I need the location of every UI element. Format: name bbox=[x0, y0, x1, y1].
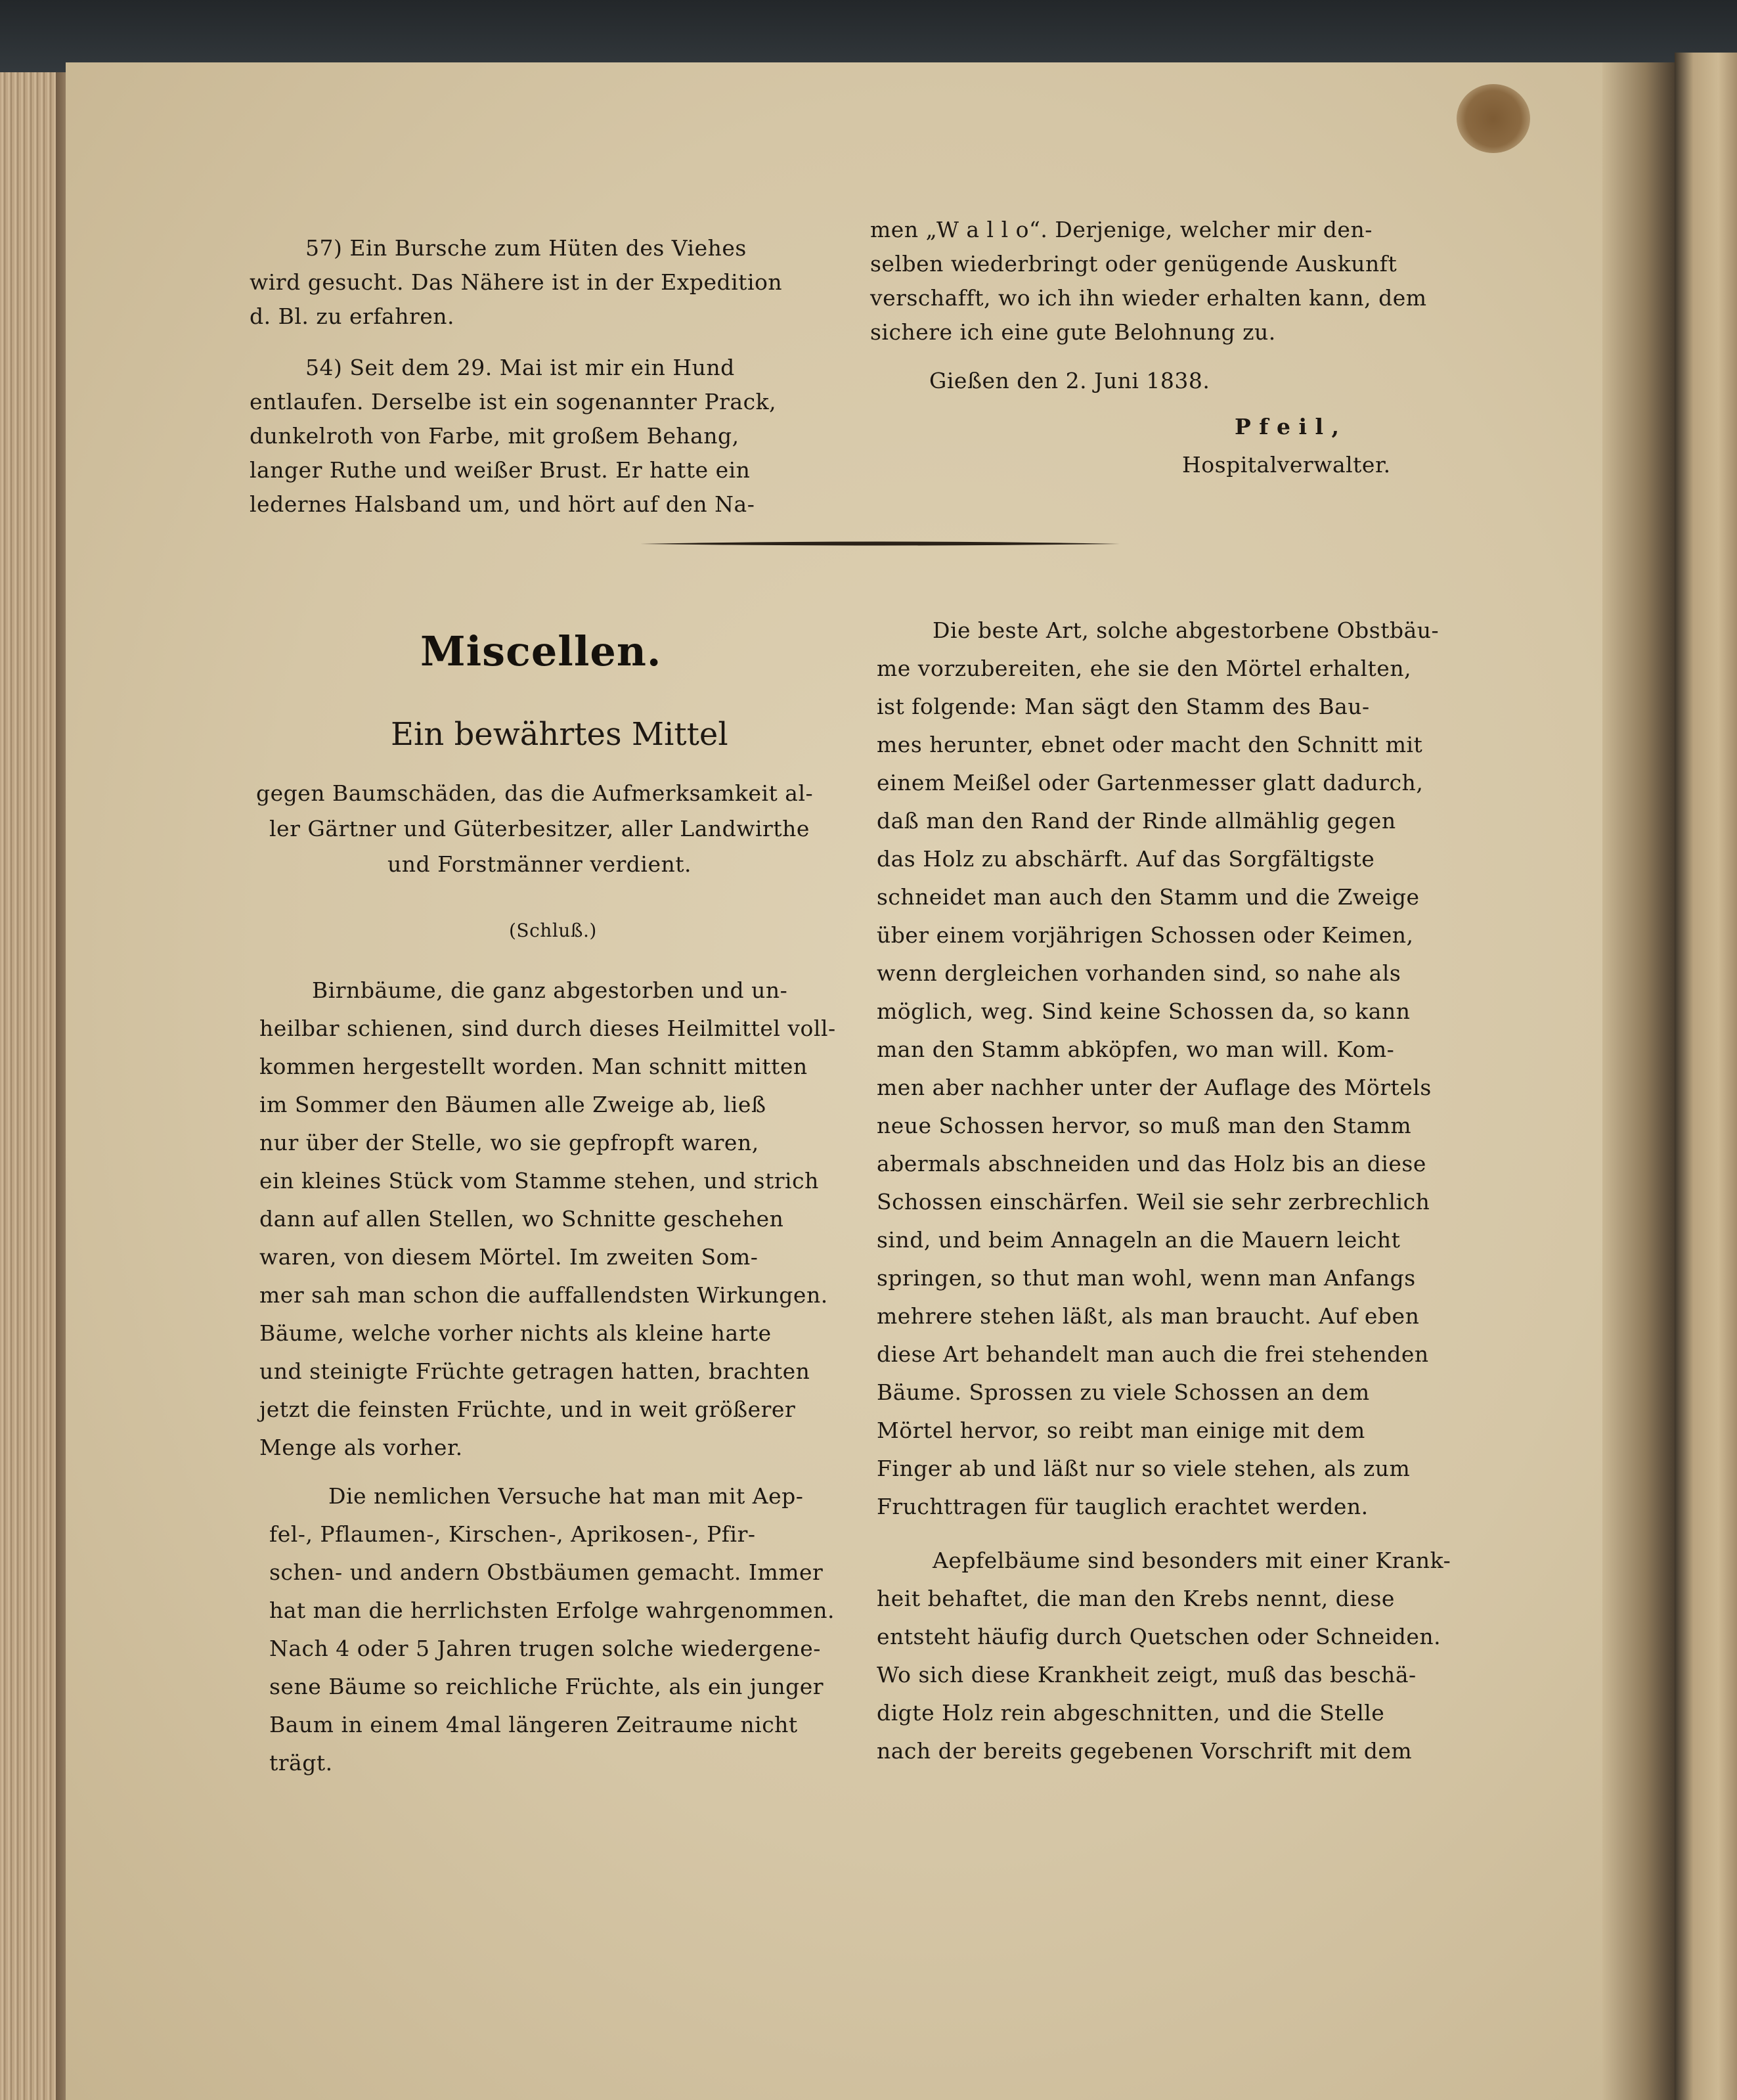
article-line: mer sah man schon die auffallendsten Wirkungen. bbox=[259, 1282, 828, 1308]
article-line: Nach 4 oder 5 Jahren trugen solche wiedergene- bbox=[269, 1636, 821, 1661]
article-line: Fruchttragen für tauglich erachtet werden. bbox=[877, 1494, 1369, 1519]
article-line: men aber nachher unter der Auflage des Mörtels bbox=[877, 1075, 1432, 1100]
article-line: mehrere stehen läßt, als man braucht. Auf eben bbox=[877, 1303, 1420, 1329]
article-line: daß man den Rand der Rinde allmählig gegen bbox=[877, 808, 1396, 834]
article-line: waren, von diesem Mörtel. Im zweiten Som- bbox=[259, 1244, 759, 1270]
facing-page-edge bbox=[1675, 53, 1737, 2100]
ad54-date: Gießen den 2. Juni 1838. bbox=[929, 368, 1210, 393]
ad54-line: entlaufen. Derselbe ist ein sogenannter Prack, bbox=[250, 389, 777, 414]
article-line: abermals abschneiden und das Holz bis an diese bbox=[877, 1151, 1426, 1176]
article-line: Menge als vorher. bbox=[259, 1435, 463, 1460]
ad54-line: selben wiederbringt oder genügende Auskunft bbox=[870, 251, 1397, 277]
article-line: jetzt die feinsten Früchte, und in weit größerer bbox=[259, 1396, 796, 1422]
article-line: trägt. bbox=[269, 1750, 333, 1776]
article-line: digte Holz rein abgeschnitten, und die Stelle bbox=[877, 1700, 1385, 1726]
article-line: sind, und beim Annageln an die Mauern leicht bbox=[877, 1227, 1401, 1253]
ad54-line: ledernes Halsband um, und hört auf den Na- bbox=[250, 491, 755, 517]
ad57-line: wird gesucht. Das Nähere ist in der Expedition bbox=[250, 269, 783, 295]
article-line: im Sommer den Bäumen alle Zweige ab, ließ bbox=[259, 1092, 766, 1117]
article-line: dann auf allen Stellen, wo Schnitte geschehen bbox=[259, 1206, 784, 1232]
article-line: schen- und andern Obstbäumen gemacht. Immer bbox=[269, 1559, 824, 1585]
ad54-signature: P f e i l , bbox=[1235, 414, 1340, 439]
article-line: nur über der Stelle, wo sie gepfropft waren, bbox=[259, 1130, 759, 1155]
article-line: mes herunter, ebnet oder macht den Schnitt mit bbox=[877, 732, 1423, 757]
section-divider bbox=[640, 541, 1120, 547]
ad54-line: 54) Seit dem 29. Mai ist mir ein Hund bbox=[305, 355, 735, 380]
article-line: Baum in einem 4mal längeren Zeitraume nicht bbox=[269, 1712, 798, 1737]
article-line: Aepfelbäume sind besonders mit einer Krank- bbox=[933, 1548, 1451, 1573]
article-line: Die beste Art, solche abgestorbene Obstbäu- bbox=[933, 617, 1440, 643]
article-line: nach der bereits gegebenen Vorschrift mit dem bbox=[877, 1738, 1413, 1764]
article-line: sene Bäume so reichliche Früchte, als ein junger bbox=[269, 1674, 824, 1699]
article-line: Birnbäume, die ganz abgestorben und un- bbox=[312, 977, 788, 1003]
article-line: ein kleines Stück vom Stamme stehen, und strich bbox=[259, 1168, 819, 1194]
article-line: schneidet man auch den Stamm und die Zweige bbox=[877, 884, 1420, 910]
article-line: das Holz zu abschärft. Auf das Sorgfältigste bbox=[877, 846, 1375, 872]
article-line: diese Art behandelt man auch die frei stehenden bbox=[877, 1341, 1429, 1367]
article-line: Wo sich diese Krankheit zeigt, muß das beschä- bbox=[877, 1662, 1417, 1687]
article-line: Finger ab und läßt nur so viele stehen, als zum bbox=[877, 1456, 1411, 1481]
ad54-signature-title: Hospitalverwalter. bbox=[1182, 452, 1391, 478]
article-line: ist folgende: Man sägt den Stamm des Bau- bbox=[877, 694, 1370, 719]
article-title: Ein bewährtes Mittel bbox=[391, 716, 728, 753]
article-note: (Schluß.) bbox=[509, 920, 597, 941]
article-line: fel-, Pflaumen-, Kirschen-, Aprikosen-, Pfir- bbox=[269, 1521, 756, 1547]
ad54-line: sichere ich eine gute Belohnung zu. bbox=[870, 319, 1276, 345]
article-line: entsteht häufig durch Quetschen oder Schneiden. bbox=[877, 1624, 1441, 1649]
article-line: man den Stamm abköpfen, wo man will. Kom- bbox=[877, 1037, 1395, 1062]
article-line: über einem vorjährigen Schossen oder Keimen, bbox=[877, 922, 1414, 948]
article-line: Bäume. Sprossen zu viele Schossen an dem bbox=[877, 1379, 1370, 1405]
article-line: einem Meißel oder Gartenmesser glatt dadurch, bbox=[877, 770, 1424, 795]
article-line: Bäume, welche vorher nichts als kleine harte bbox=[259, 1320, 772, 1346]
article-subtitle-line: und Forstmänner verdient. bbox=[387, 851, 692, 877]
ad54-line: verschafft, wo ich ihn wieder erhalten kann, dem bbox=[870, 285, 1427, 311]
ad54-line: langer Ruthe und weißer Brust. Er hatte ein bbox=[250, 457, 751, 483]
stain-spot bbox=[1457, 84, 1530, 153]
article-line: heilbar schienen, sind durch dieses Heilmittel voll- bbox=[259, 1016, 836, 1041]
article-line: me vorzubereiten, ehe sie den Mörtel erhalten, bbox=[877, 656, 1412, 681]
section-heading: Miscellen. bbox=[420, 627, 662, 675]
article-line: Mörtel hervor, so reibt man einige mit dem bbox=[877, 1418, 1365, 1443]
page-stack-edge bbox=[0, 72, 62, 2100]
article-line: Die nemlichen Versuche hat man mit Aep- bbox=[328, 1483, 804, 1509]
article-line: hat man die herrlichsten Erfolge wahrgenommen. bbox=[269, 1597, 835, 1623]
article-line: wenn dergleichen vorhanden sind, so nahe als bbox=[877, 960, 1401, 986]
article-subtitle-line: ler Gärtner und Güterbesitzer, aller Landwirthe bbox=[269, 816, 810, 841]
article-line: springen, so thut man wohl, wenn man Anfangs bbox=[877, 1265, 1416, 1291]
article-line: neue Schossen hervor, so muß man den Stamm bbox=[877, 1113, 1412, 1138]
article-line: heit behaftet, die man den Krebs nennt, diese bbox=[877, 1586, 1395, 1611]
article-line: Schossen einschärfen. Weil sie sehr zerbrechlich bbox=[877, 1189, 1430, 1215]
ad54-line: men „W a l l o“. Derjenige, welcher mir den- bbox=[870, 217, 1373, 242]
article-line: kommen hergestellt worden. Man schnitt mitten bbox=[259, 1054, 808, 1079]
ad57-line: 57) Ein Bursche zum Hüten des Viehes bbox=[305, 235, 747, 261]
ad57-line: d. Bl. zu erfahren. bbox=[250, 303, 455, 329]
page-gutter bbox=[1602, 62, 1675, 2100]
ad54-line: dunkelroth von Farbe, mit großem Behang, bbox=[250, 423, 739, 449]
article-line: und steinigte Früchte getragen hatten, brachten bbox=[259, 1358, 810, 1384]
article-subtitle-line: gegen Baumschäden, das die Aufmerksamkeit al- bbox=[256, 780, 814, 806]
article-line: möglich, weg. Sind keine Schossen da, so kann bbox=[877, 998, 1411, 1024]
